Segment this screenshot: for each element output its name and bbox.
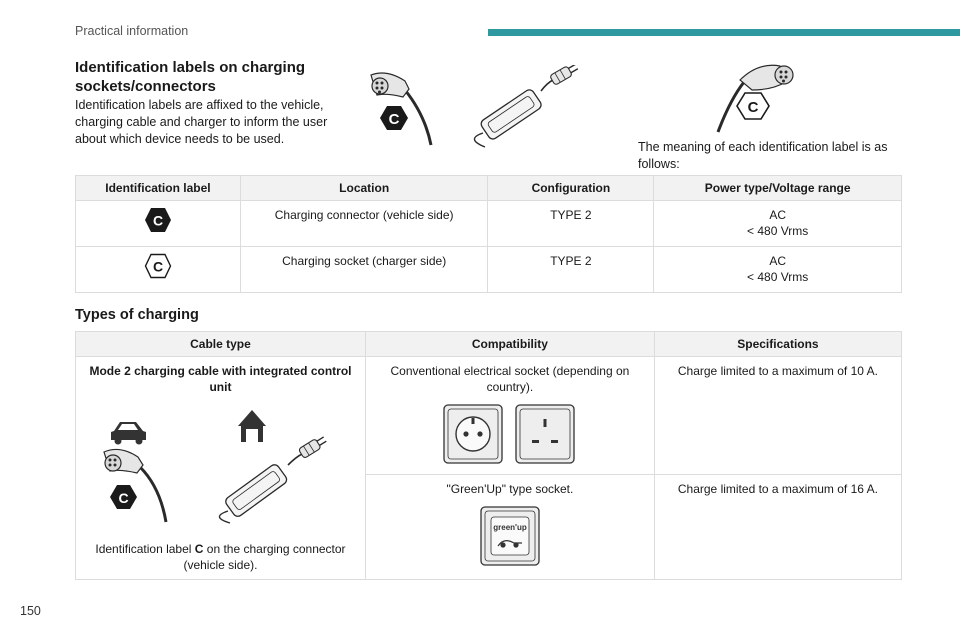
svg-text:C: C bbox=[747, 99, 759, 116]
svg-text:C: C bbox=[152, 212, 163, 229]
svg-text:green'up: green'up bbox=[493, 522, 527, 532]
svg-text:C: C bbox=[118, 490, 130, 506]
charging-types-table bbox=[75, 331, 902, 580]
page-number: 150 bbox=[20, 604, 41, 618]
configuration-cell: TYPE 2 bbox=[488, 201, 654, 247]
charging-socket-illustration bbox=[700, 60, 805, 136]
col-identification-label: Identification label bbox=[76, 176, 241, 201]
cable-type-cell bbox=[76, 357, 366, 580]
uk-socket-icon bbox=[516, 405, 574, 463]
label-caption: Identification label C on the charging connector (vehicle side). bbox=[95, 542, 346, 572]
col-location: Location bbox=[240, 176, 488, 201]
cable-type-name: Mode 2 charging cable with integrated control unit bbox=[89, 364, 352, 394]
svg-text:C: C bbox=[152, 258, 163, 275]
charging-cable-illustration bbox=[365, 65, 590, 150]
label-c-outline-icon bbox=[144, 253, 172, 279]
header-accent-bar bbox=[488, 29, 960, 36]
col-configuration: Configuration bbox=[488, 176, 654, 201]
col-specifications: Specifications bbox=[654, 332, 901, 357]
domestic-socket-icons bbox=[440, 403, 580, 465]
types-heading: Types of charging bbox=[75, 307, 199, 323]
location-cell: Charging socket (charger side) bbox=[240, 247, 488, 293]
table-row bbox=[76, 201, 902, 247]
label-c-icon bbox=[144, 207, 172, 233]
identification-label-table bbox=[75, 175, 902, 293]
house-icon bbox=[238, 410, 266, 442]
location-cell: Charging connector (vehicle side) bbox=[240, 201, 488, 247]
car-icon bbox=[111, 422, 146, 445]
specification-cell: Charge limited to a maximum of 10 A. bbox=[654, 357, 901, 475]
col-cable-type: Cable type bbox=[76, 332, 366, 357]
mode2-cable-illustration bbox=[100, 407, 340, 525]
svg-text:C: C bbox=[388, 111, 400, 128]
section-title: Practical information bbox=[75, 24, 189, 38]
power-cell: AC < 480 Vrms bbox=[654, 201, 902, 247]
table-row bbox=[76, 357, 902, 475]
meaning-text: The meaning of each identification label is as follows: bbox=[638, 140, 888, 171]
configuration-cell: TYPE 2 bbox=[488, 247, 654, 293]
identification-heading: Identification labels on charging sockets/connectors bbox=[75, 59, 306, 95]
identification-intro: Identification labels are affixed to the vehicle, charging cable and charger to inform the user about which device needs to be used. bbox=[75, 98, 328, 146]
col-compatibility: Compatibility bbox=[365, 332, 654, 357]
col-power-type: Power type/Voltage range bbox=[654, 176, 902, 201]
compatibility-cell: "Green'Up" type socket. green'up bbox=[365, 474, 654, 579]
compatibility-cell: Conventional electrical socket (depending on country). bbox=[365, 357, 654, 475]
table-row bbox=[76, 247, 902, 293]
power-cell: AC < 480 Vrms bbox=[654, 247, 902, 293]
french-socket-icon bbox=[444, 405, 502, 463]
specification-cell: Charge limited to a maximum of 16 A. bbox=[654, 474, 901, 579]
greenup-socket-icon bbox=[478, 505, 542, 567]
